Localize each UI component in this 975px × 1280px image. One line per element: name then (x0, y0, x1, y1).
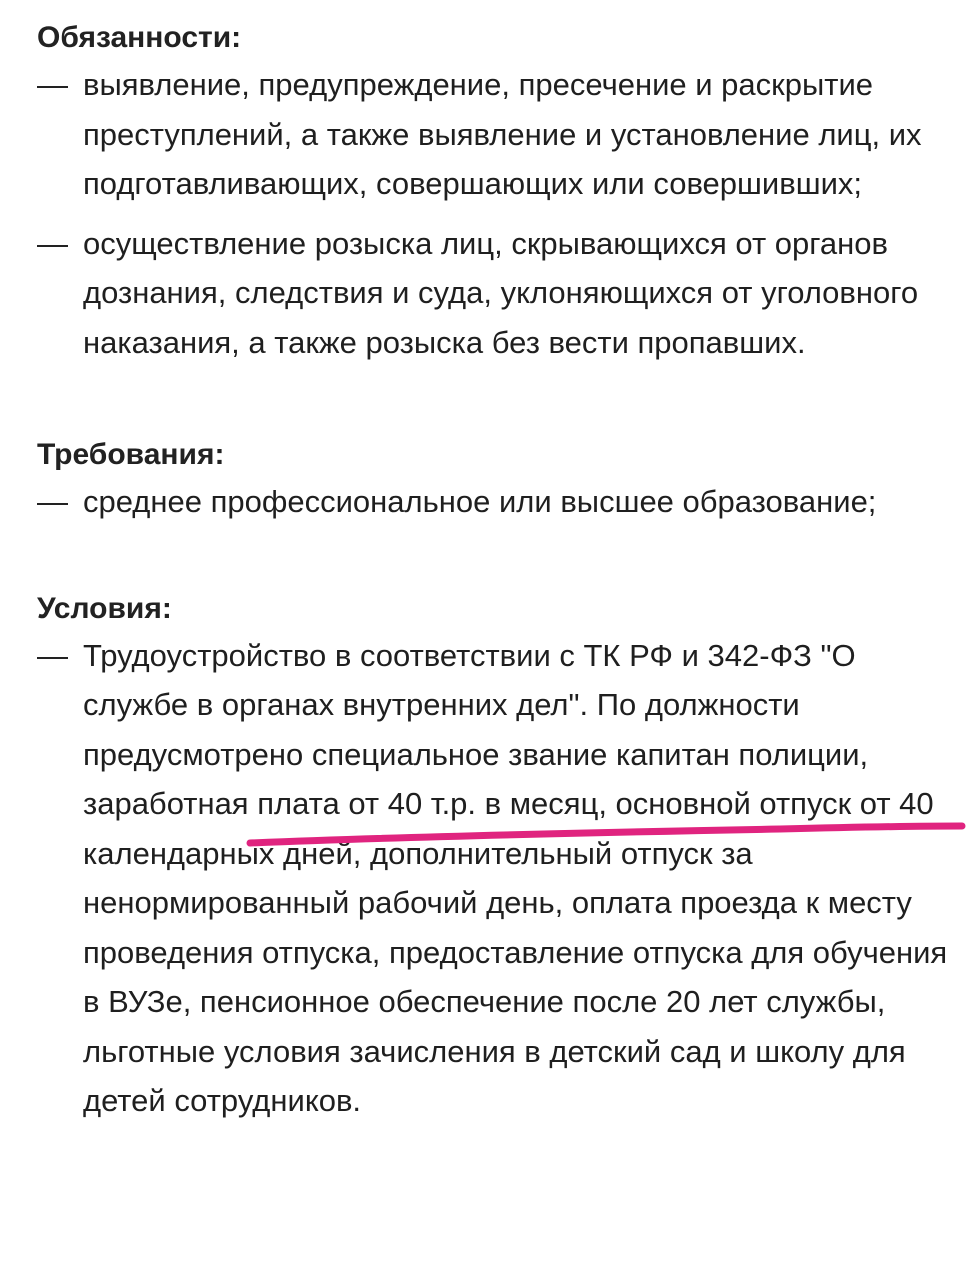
section-requirements (37, 435, 957, 527)
section-title-requirements: Требования: (37, 438, 225, 471)
section-duties (37, 18, 957, 367)
list-item-text: среднее профессиональное или высшее образование; (83, 484, 877, 519)
list-item-text: осуществление розыска лиц, скрывающихся от органов дознания, следствия и суда, уклоняющихся от уголовного наказания, а также розыска без вести пропавших. (83, 225, 919, 360)
section-title-duties: Обязанности: (37, 21, 242, 54)
conditions-list (37, 631, 957, 1126)
list-item-text: выявление, предупреждение, пресечение и раскрытие преступлений, а также выявление и установление лиц, их подготавливающих, совершающих или совершивших; (83, 67, 922, 201)
section-spacer (37, 537, 957, 589)
dash-bullet: — (37, 67, 68, 102)
list-item (37, 219, 957, 368)
duties-list (37, 60, 957, 367)
list-item-text: Трудоустройство в соответствии с ТК РФ и 342-ФЗ "О службе в органах внутренних дел". По должности предусмотрено специальное звание капитан полиции, заработная плата от 40 т.р. в месяц, основной отпуск от 40 календарных дней, дополнительный отпуск за ненормированный рабочий день, оплата проезда к месту проведения отпуска, предоставление отпуска для обучения в ВУЗе, пенсионное обеспечение после 20 лет службы, льготные условия зачисления в детский сад и школу для детей сотрудников. (83, 637, 948, 1118)
dash-bullet: — (37, 484, 68, 519)
dash-bullet: — (37, 225, 68, 261)
section-spacer (37, 377, 957, 435)
dash-bullet: — (37, 637, 68, 673)
list-item (37, 631, 957, 1126)
list-item (37, 60, 957, 209)
requirements-list (37, 477, 957, 527)
list-item (37, 477, 957, 527)
document-body (37, 18, 957, 1136)
section-title-conditions: Условия: (37, 591, 172, 625)
section-conditions (37, 589, 957, 1126)
